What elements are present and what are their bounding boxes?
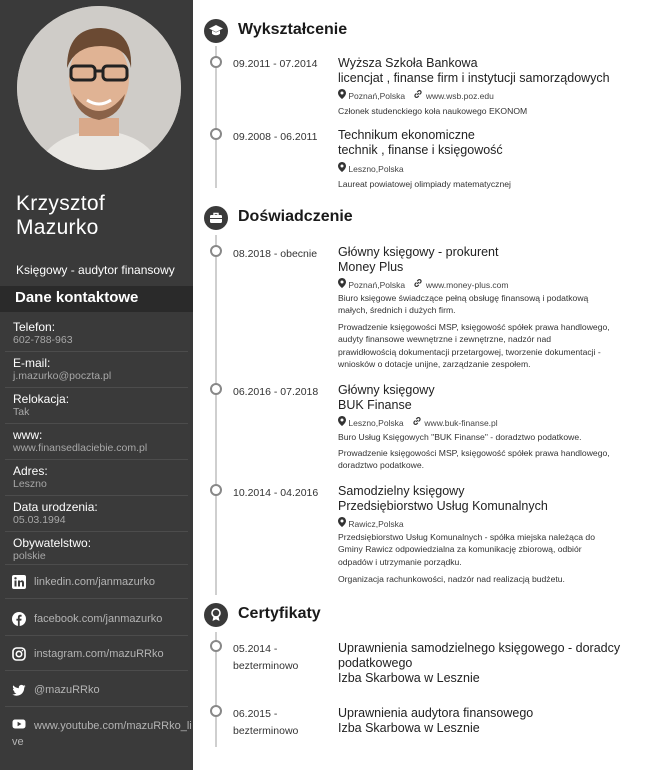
- experience-company: Przedsiębiorstwo Usług Komunalnych: [338, 499, 548, 513]
- profile-photo: [17, 6, 181, 170]
- education-meta: Poznań,Polska www.wsb.poz.edu: [338, 89, 494, 101]
- education-icon: [204, 19, 228, 43]
- website-field: www: www.finansedlaciebie.com.pl: [13, 428, 148, 454]
- certificate-name-cont: podatkowego: [338, 656, 413, 670]
- education-field: licencjat , finanse firm i instytucji samorządowych: [338, 71, 610, 85]
- experience-company: BUK Finanse: [338, 398, 412, 412]
- certificates-title: Certyfikaty: [238, 605, 321, 622]
- briefcase-icon: [204, 206, 228, 230]
- certificate-date: 05.2014 -: [233, 643, 278, 655]
- experience-description: Przedsiębiorstwo Usług Komunalnych - spółka miejska należąca do Gminy Rawicz odpowiedzialna za komunikację zbiorową, odbiór odpadów i utrzymanie porządku.: [338, 532, 595, 567]
- linkedin-icon: [12, 575, 26, 589]
- timeline-dot: [210, 640, 222, 652]
- timeline-dot: [210, 484, 222, 496]
- education-field: technik , finanse i księgowość: [338, 143, 503, 157]
- birthdate-field: Data urodzenia: 05.03.1994: [13, 500, 98, 526]
- certificate-name: Uprawnienia samodzielnego księgowego - doradcy: [338, 641, 621, 655]
- full-name: [16, 192, 105, 240]
- youtube-icon: [12, 717, 26, 731]
- education-date: 09.2008 - 06.2011: [233, 131, 318, 143]
- citizenship-field: Obywatelstwo: polskie: [13, 536, 92, 562]
- education-note: Członek studenckiego koła naukowego EKONOM: [338, 106, 528, 116]
- certificate-issuer: Izba Skarbowa w Lesznie: [338, 671, 480, 685]
- timeline-dot: [210, 383, 222, 395]
- certificate-issuer: Izba Skarbowa w Lesznie: [338, 721, 480, 735]
- experience-title: Doświadczenie: [238, 208, 353, 225]
- location-pin-icon: [338, 416, 346, 426]
- experience-description: Biuro księgowe świadczące pełną obsługę finansową i podatkową małych, średnich i dużych firm.: [338, 293, 589, 316]
- location-pin-icon: [338, 278, 346, 288]
- sidebar: Krzysztof Mazurko Księgowy - audytor finansowy Dane kontaktowe Telefon: 602-788-963 E-mail: j.mazurko@poczta.pl Relokacja: Tak www: www.finansedlaciebie.com.pl Adres: Leszno Data urodzenia: 05.03.1994 Obywatelstwo: polskie linkedin.com/janmazurko facebook.com/janmazurko instagram.com/mazuRRko @mazuRRko www.youtube.com/mazuRRko_li ve: [0, 0, 193, 770]
- certificate-icon: [204, 603, 228, 627]
- instagram-icon: [12, 647, 26, 661]
- education-meta: Leszno,Polska: [338, 162, 404, 174]
- timeline-dot: [210, 128, 222, 140]
- first-name: Krzysztof: [16, 192, 106, 215]
- experience-company: Money Plus: [338, 260, 404, 274]
- experience-position: Samodzielny księgowy: [338, 484, 465, 498]
- education-school: Technikum ekonomiczne: [338, 128, 475, 142]
- experience-duties: Prowadzenie księgowości MSP, księgowość spółek prawa handlowego, doradztwo podatkowe.: [338, 448, 610, 471]
- experience-date: 10.2014 - 04.2016: [233, 487, 319, 499]
- experience-meta: Rawicz,Polska: [338, 517, 404, 529]
- certificate-validity: bezterminowo: [233, 725, 299, 737]
- location-pin-icon: [338, 89, 346, 99]
- education-date: 09.2011 - 07.2014: [233, 58, 318, 70]
- experience-date: 06.2016 - 07.2018: [233, 386, 319, 398]
- experience-position: Główny księgowy - prokurent: [338, 245, 499, 259]
- last-name: Mazurko: [16, 216, 99, 239]
- phone-field: Telefon: 602-788-963: [13, 320, 73, 346]
- location-pin-icon: [338, 517, 346, 527]
- certificate-name: Uprawnienia audytora finansowego: [338, 706, 534, 720]
- timeline-dot: [210, 56, 222, 68]
- relocation-field: Relokacja: Tak: [13, 392, 70, 418]
- experience-timeline: [215, 235, 217, 595]
- experience-description: Buro Usług Księgowych "BUK Finanse" - doradztwo podatkowe.: [338, 432, 582, 442]
- certificate-date: 06.2015 -: [233, 708, 278, 720]
- facebook-icon: [12, 612, 26, 626]
- address-field: Adres: Leszno: [13, 464, 48, 490]
- link-icon: [412, 416, 422, 426]
- experience-duties: Organizacja rachunkowości, nadzór nad realizacją budżetu.: [338, 574, 565, 584]
- education-note: Laureat powiatowej olimpiady matematycznej: [338, 179, 511, 189]
- twitter-icon: [12, 683, 26, 697]
- experience-date: 08.2018 - obecnie: [233, 248, 318, 260]
- education-title: Wykształcenie: [238, 21, 348, 38]
- experience-meta: Leszno,Polska www.buk-finanse.pl: [338, 416, 498, 428]
- experience-meta: Poznań,Polska www.money-plus.com: [338, 278, 509, 290]
- timeline-dot: [210, 245, 222, 257]
- link-icon: [413, 89, 423, 99]
- contact-heading: Dane kontaktowe: [0, 286, 193, 312]
- location-pin-icon: [338, 162, 346, 172]
- email-field: E-mail: j.mazurko@poczta.pl: [13, 356, 112, 382]
- education-school: Wyższa Szkoła Bankowa: [338, 56, 478, 70]
- experience-duties: Prowadzenie księgowości MSP, księgowość spółek prawa handlowego, audyty finansowe wewnętrzne i zewnętrzne, nadzór nad prawidłowością dokumentacji przetargowej, tworzenie dokumentacji - wniosków o dotacje unijne, zarządzanie zespołem.: [338, 322, 610, 369]
- timeline-dot: [210, 705, 222, 717]
- certificate-validity: bezterminowo: [233, 660, 299, 672]
- link-icon: [413, 278, 423, 288]
- job-title: Księgowy - audytor finansowy: [16, 263, 175, 277]
- experience-position: Główny księgowy: [338, 383, 435, 397]
